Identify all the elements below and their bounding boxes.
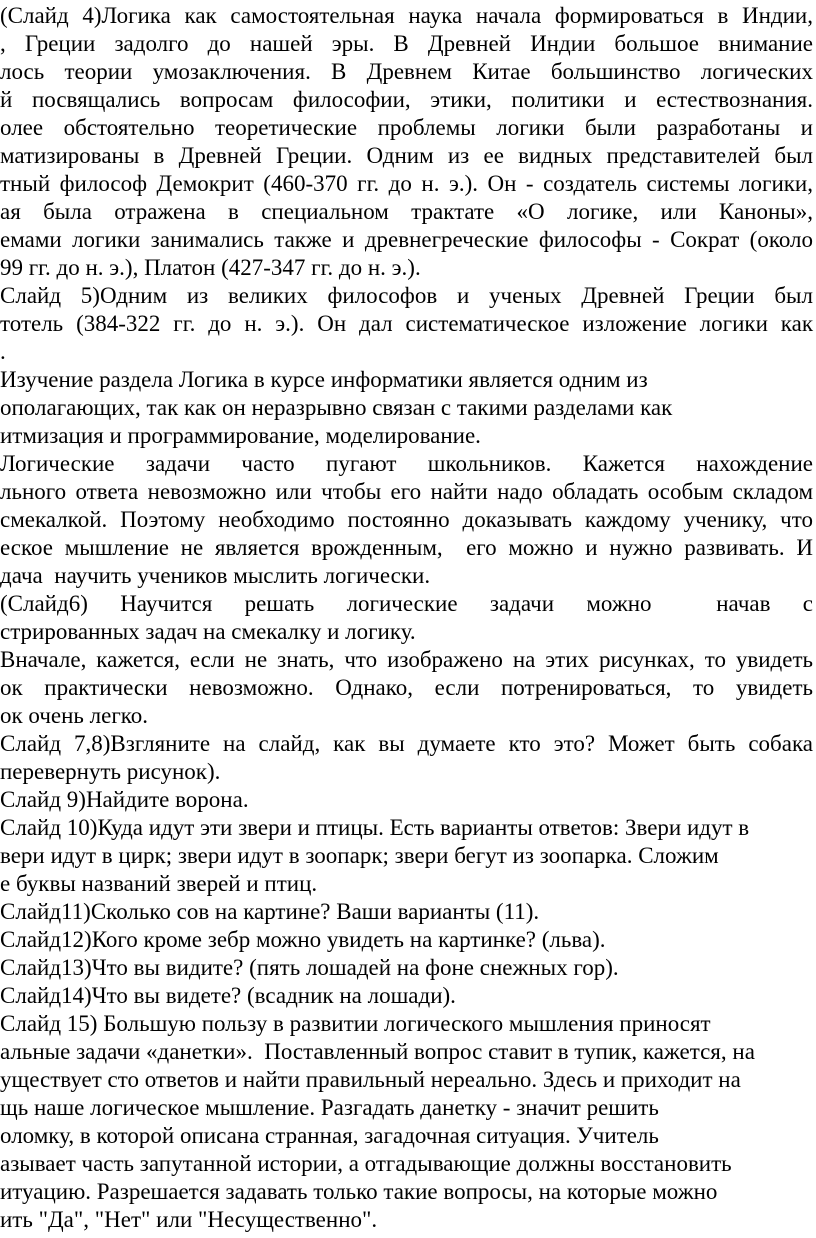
text-line: ая была отражена в специальном трактате «О логике, или Каноны», <box>0 199 813 224</box>
text-line: Слайд 5)Одним из великих философов и ученых Древней Греции был <box>0 283 813 308</box>
text-line: перевернуть рисунок). <box>0 759 221 784</box>
text-line: Слайд 9)Найдите ворона. <box>0 787 249 812</box>
text-line: е буквы названий зверей и птиц. <box>0 871 318 896</box>
text-line: Слайд 15) Большую пользу в развитии логического мышления приносят <box>0 1011 711 1036</box>
text-line: , Греции задолго до нашей эры. В Древней Индии большое внимание <box>0 31 813 56</box>
text-line: . <box>0 339 6 364</box>
text-line: емами логики занимались также и древнегреческие философы - Сократ (около <box>0 227 813 252</box>
text-line: стрированных задач на смекалку и логику. <box>0 619 416 644</box>
text-line: Слайд 10)Куда идут эти звери и птицы. Есть варианты ответов: Звери идут в <box>0 815 750 840</box>
text-line: (Слайд6) Научится решать логические задачи можно начав с <box>0 591 813 616</box>
text-line: итуацию. Разрешается задавать только такие вопросы, на которые можно <box>0 1179 718 1204</box>
text-line: ополагающих, так как он неразрывно связан с такими разделами как <box>0 395 673 420</box>
text-line: смекалкой. Поэтому необходимо постоянно доказывать каждому ученику, что <box>0 507 813 532</box>
text-line: 99 гг. до н. э.), Платон (427-347 гг. до н. э.). <box>0 255 421 280</box>
text-line: азывает часть запутанной истории, а отгадывающие должны восстановить <box>0 1151 732 1176</box>
text-line: (Слайд 4)Логика как самостоятельная наука начала формироваться в Индии, <box>0 3 813 28</box>
text-line: Слайд14)Что вы видете? (всадник на лошади). <box>0 983 456 1008</box>
text-line: вери идут в цирк; звери идут в зоопарк; звери бегут из зоопарка. Сложим <box>0 843 719 868</box>
text-line: Слайд 7,8)Взгляните на слайд, как вы думаете кто это? Может быть собака <box>0 731 813 756</box>
text-line: лось теории умозаключения. В Древнем Китае большинство логических <box>0 59 813 84</box>
text-line: итмизация и программирование, моделирование. <box>0 423 481 448</box>
text-line: й посвящались вопросам философии, этики, политики и естествознания. <box>0 87 813 112</box>
text-line: альные задачи «данетки». Поставленный вопрос ставит в тупик, кажется, на <box>0 1039 755 1064</box>
text-line: ок практически невозможно. Однако, если потренироваться, то увидеть <box>0 675 813 700</box>
text-line: щь наше логическое мышление. Разгадать данетку - значит решить <box>0 1095 659 1120</box>
text-line: льного ответа невозможно или чтобы его найти надо обладать особым складом <box>0 479 813 504</box>
text-line: Логические задачи часто пугают школьников. Кажется нахождение <box>0 451 813 476</box>
text-line: олее обстоятельно теоретические проблемы логики были разработаны и <box>0 115 813 140</box>
text-line: Изучение раздела Логика в курсе информатики является одним из <box>0 367 648 392</box>
text-line: дача научить учеников мыслить логически. <box>0 563 431 588</box>
text-line: еское мышление не является врожденным, его можно и нужно развивать. И <box>0 535 813 560</box>
text-line: Слайд11)Сколько сов на картине? Ваши варианты (11). <box>0 899 540 924</box>
text-line: ок очень легко. <box>0 703 149 728</box>
text-line: тотель (384-322 гг. до н. э.). Он дал систематическое изложение логики как <box>0 311 813 336</box>
text-line: тный философ Демокрит (460-370 гг. до н. э.). Он - создатель системы логики, <box>0 171 813 196</box>
text-line: уществует сто ответов и найти правильный нереально. Здесь и приходит на <box>0 1067 741 1092</box>
text-line: оломку, в которой описана странная, загадочная ситуация. Учитель <box>0 1123 659 1148</box>
text-line: Слайд13)Что вы видите? (пять лошадей на фоне снежных гор). <box>0 955 619 980</box>
text-line: Слайд12)Кого кроме зебр можно увидеть на картинке? (льва). <box>0 927 606 952</box>
text-line: матизированы в Древней Греции. Одним из ее видных представителей был <box>0 143 813 168</box>
text-line: ить "Да", "Нет" или "Несущественно". <box>0 1207 378 1232</box>
text-line: Вначале, кажется, если не знать, что изображено на этих рисунках, то увидеть <box>0 647 813 672</box>
